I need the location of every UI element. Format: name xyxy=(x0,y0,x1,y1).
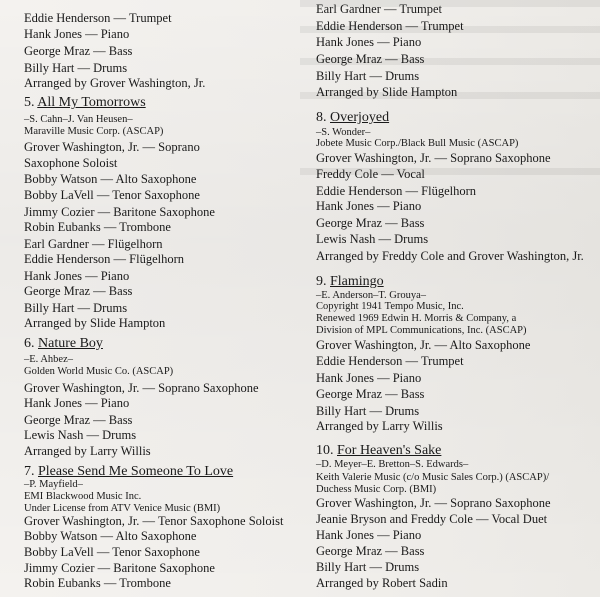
publisher-credit: Division of MPL Communications, Inc. (ASCAP) xyxy=(316,325,527,337)
track-title: Flamingo xyxy=(330,273,384,289)
personnel-line: Saxophone Soloist xyxy=(24,155,118,170)
personnel-line: Billy Hart — Drums xyxy=(24,60,128,75)
personnel-line: Eddie Henderson — Trumpet xyxy=(316,18,464,33)
publisher-credit: Keith Valerie Music (c/o Music Sales Corp.) (ASCAP)/ xyxy=(316,471,550,483)
personnel-line: Grover Washington, Jr. — Soprano xyxy=(24,140,200,155)
personnel-line: Eddie Henderson — Flügelhorn xyxy=(24,252,185,267)
composer-credit: –P. Mayfield– xyxy=(24,478,83,490)
track-title: For Heaven's Sake xyxy=(337,442,442,458)
personnel-line: Hank Jones — Piano xyxy=(316,370,422,385)
publisher-credit: EMI Blackwood Music Inc. xyxy=(24,490,142,502)
personnel-line: Bobby Watson — Alto Saxophone xyxy=(24,529,197,544)
copyright-credit: Copyright 1941 Tempo Music, Inc. xyxy=(316,301,464,312)
composer-credit: –E. Ahbez– xyxy=(24,354,73,366)
track-9-heading xyxy=(316,275,384,289)
track-5-heading xyxy=(24,96,146,110)
personnel-line: Freddy Cole — Vocal xyxy=(316,166,425,181)
personnel-line: Billy Hart — Drums xyxy=(316,68,420,83)
track-number: 8. xyxy=(316,109,327,125)
personnel-line: Bobby LaVell — Tenor Saxophone xyxy=(24,188,200,202)
personnel-line: Billy Hart — Drums xyxy=(316,403,420,418)
personnel-line: Lewis Nash — Drums xyxy=(316,232,429,246)
track-title: Nature Boy xyxy=(38,335,103,351)
personnel-line: Robin Eubanks — Trombone xyxy=(24,576,171,591)
personnel-line: George Mraz — Bass xyxy=(24,44,133,58)
personnel-line: Jimmy Cozier — Baritone Saxophone xyxy=(24,560,215,575)
track-10-heading xyxy=(316,444,441,458)
track-title: Please Send Me Someone To Love xyxy=(38,464,234,480)
personnel-line: Lewis Nash — Drums xyxy=(24,428,137,443)
personnel-line: Earl Gardner — Trumpet xyxy=(316,1,443,16)
personnel-line: Hank Jones — Piano xyxy=(24,396,130,411)
personnel-line: Robin Eubanks — Trombone xyxy=(24,220,171,235)
personnel-line: Grover Washington, Jr. — Soprano Saxophone xyxy=(316,150,551,165)
track-number: 7. xyxy=(24,464,35,480)
track-title: All My Tomorrows xyxy=(37,95,146,111)
arranger-line: Arranged by Grover Washington, Jr. xyxy=(24,76,206,91)
track-number: 5. xyxy=(24,95,35,111)
arranger-line: Arranged by Slide Hampton xyxy=(316,84,458,99)
arranger-line: Arranged by Larry Willis xyxy=(24,444,151,458)
personnel-line: George Mraz — Bass xyxy=(316,544,425,559)
personnel-line: Billy Hart — Drums xyxy=(316,560,420,574)
personnel-line: Eddie Henderson — Trumpet xyxy=(24,10,172,25)
personnel-line: George Mraz — Bass xyxy=(316,52,425,67)
arranger-line: Arranged by Larry Willis xyxy=(316,419,443,434)
personnel-line: Grover Washington, Jr. — Soprano Saxophone xyxy=(24,380,259,395)
license-credit: Under License from ATV Venice Music (BMI) xyxy=(24,502,221,514)
personnel-line: Grover Washington, Jr. — Alto Saxophone xyxy=(316,338,531,353)
personnel-line: Bobby Watson — Alto Saxophone xyxy=(24,172,197,187)
personnel-line: Billy Hart — Drums xyxy=(24,300,128,315)
personnel-line: George Mraz — Bass xyxy=(24,412,133,427)
arranger-line: Arranged by Slide Hampton xyxy=(24,316,166,331)
track-6-heading xyxy=(24,337,103,351)
composer-credit: –S. Wonder– xyxy=(316,126,371,138)
composer-credit: –S. Cahn–J. Van Heusen– xyxy=(24,113,133,125)
personnel-line: George Mraz — Bass xyxy=(24,284,133,299)
personnel-line: Hank Jones — Piano xyxy=(316,199,422,214)
track-number: 9. xyxy=(316,273,327,289)
personnel-line: Hank Jones — Piano xyxy=(316,35,422,50)
personnel-line: Hank Jones — Piano xyxy=(24,268,130,283)
track-8-heading xyxy=(316,111,389,125)
arranger-line: Arranged by Freddy Cole and Grover Washington, Jr. xyxy=(316,248,584,263)
track-title: Overjoyed xyxy=(330,109,390,125)
publisher-credit: Duchess Music Corp. (BMI) xyxy=(316,483,437,495)
personnel-line: Eddie Henderson — Trumpet xyxy=(316,354,464,369)
personnel-line: Eddie Henderson — Flügelhorn xyxy=(316,183,477,198)
publisher-credit: Jobete Music Corp./Black Bull Music (ASCAP) xyxy=(316,137,519,149)
track-7-heading xyxy=(24,465,233,479)
arranger-line: Arranged by Robert Sadin xyxy=(316,575,448,590)
composer-credit: –D. Meyer–E. Bretton–S. Edwards– xyxy=(316,459,469,471)
personnel-line: Jeanie Bryson and Freddy Cole — Vocal Duet xyxy=(316,511,548,526)
personnel-line: Earl Gardner — Flügelhorn xyxy=(24,236,163,251)
publisher-credit: Golden World Music Co. (ASCAP) xyxy=(24,366,174,377)
personnel-line: Grover Washington, Jr. — Soprano Saxophone xyxy=(316,495,551,510)
composer-credit: –E. Anderson–T. Grouya– xyxy=(316,289,427,301)
track-number: 6. xyxy=(24,335,35,351)
publisher-credit: Maraville Music Corp. (ASCAP) xyxy=(24,125,164,137)
personnel-line: George Mraz — Bass xyxy=(316,216,425,231)
personnel-line: George Mraz — Bass xyxy=(316,386,425,401)
track-number: 10. xyxy=(316,442,334,458)
personnel-line: Jimmy Cozier — Baritone Saxophone xyxy=(24,204,215,219)
personnel-line: Hank Jones — Piano xyxy=(24,27,130,42)
copyright-credit: Renewed 1969 Edwin H. Morris & Company, a xyxy=(316,313,517,325)
personnel-line: Bobby LaVell — Tenor Saxophone xyxy=(24,544,200,559)
personnel-line: Hank Jones — Piano xyxy=(316,528,422,543)
personnel-line: Grover Washington, Jr. — Tenor Saxophone Soloist xyxy=(24,513,284,528)
